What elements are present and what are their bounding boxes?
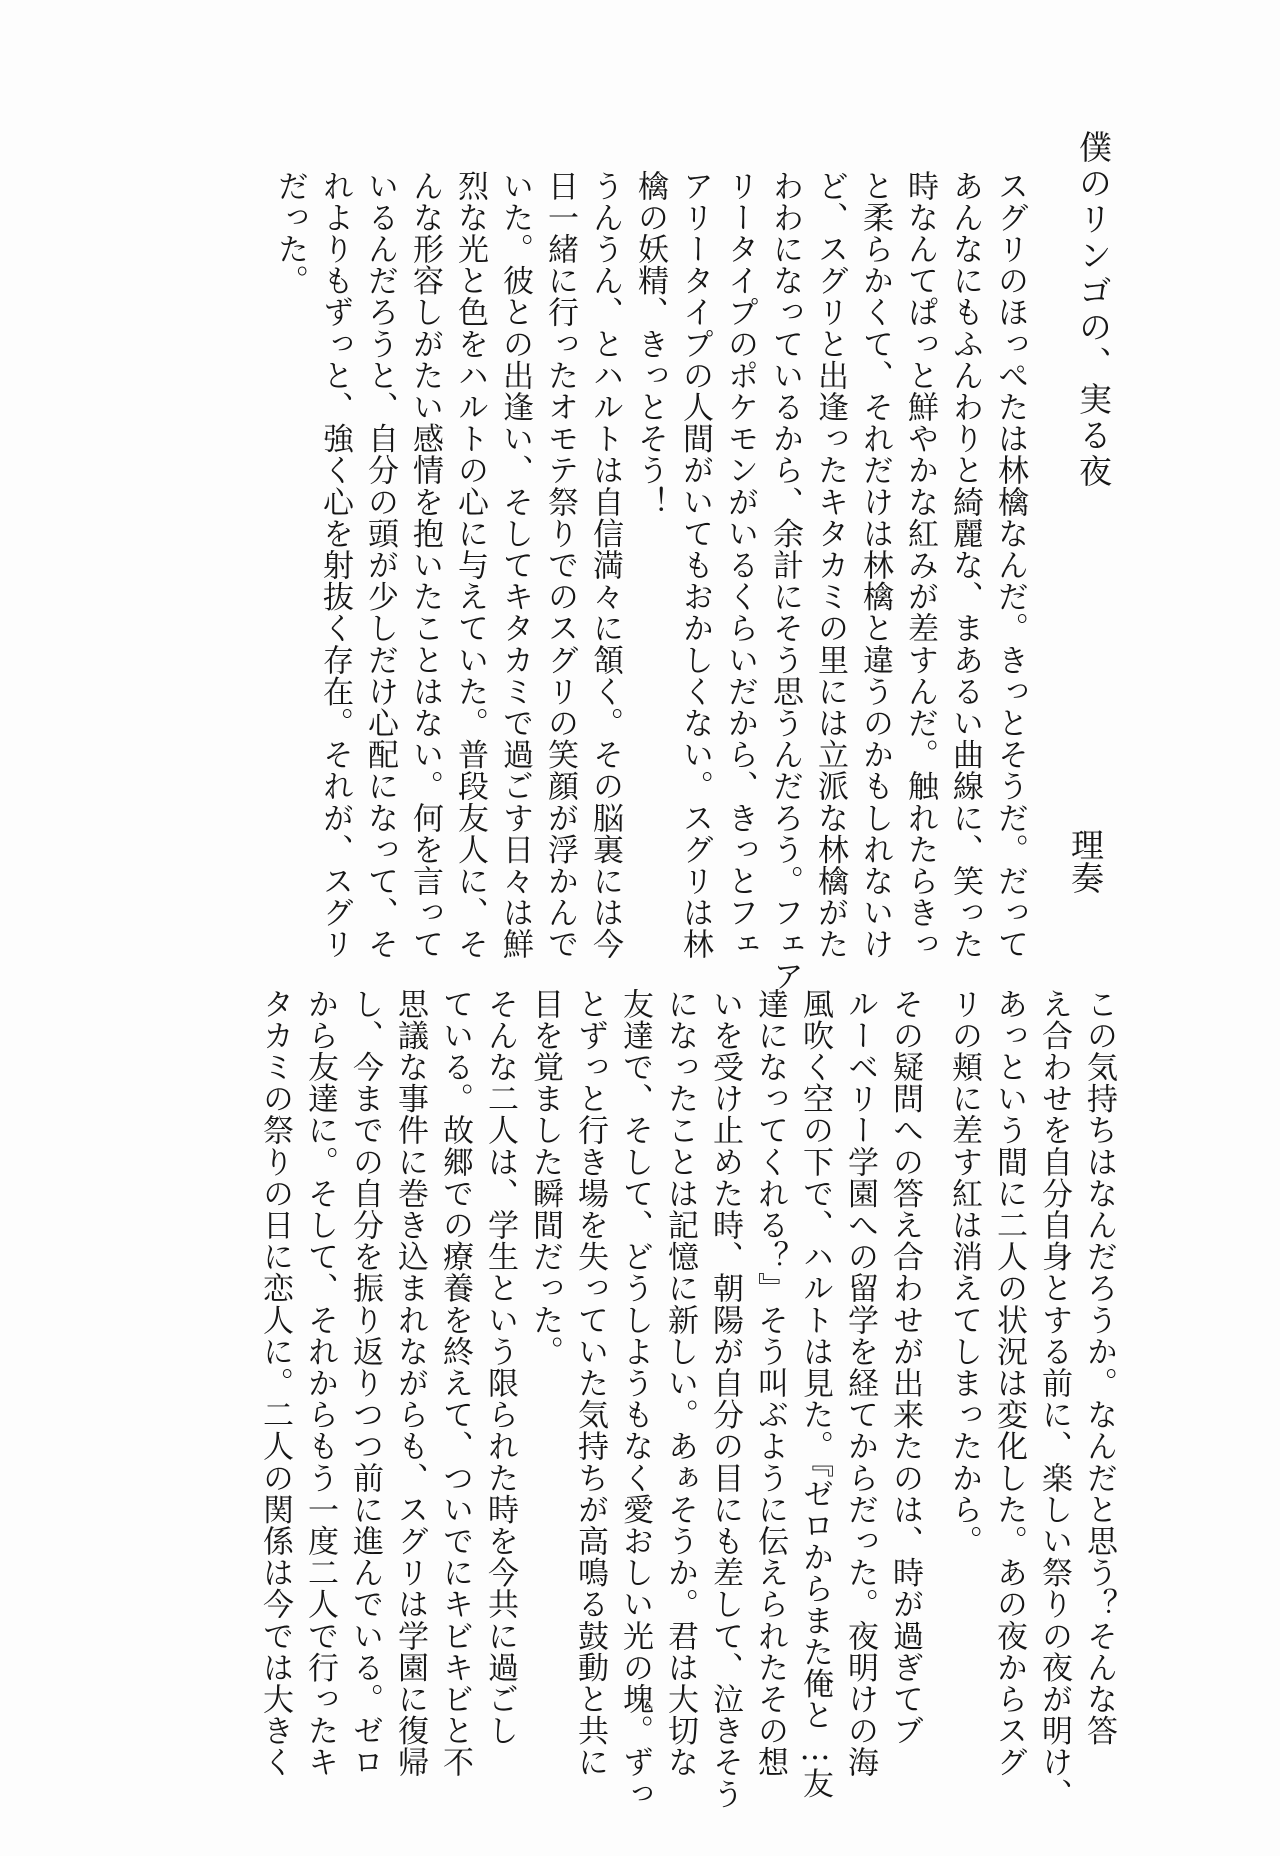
text-column: 友達で、そして、どうしようもなく愛おしい光の塊。ずっ bbox=[617, 988, 653, 1810]
author-name: 理奏 bbox=[1066, 828, 1105, 894]
text-column: あっという間に二人の状況は変化した。あの夜からスグ bbox=[991, 988, 1027, 1778]
text-column: 達になってくれる？』そう叫ぶように伝えられたその想 bbox=[752, 988, 788, 1778]
text-column: れよりもずっと、強く心を射抜く存在。それが、スグリ bbox=[317, 170, 353, 960]
text-column: から友達に。そして、それからもう一度二人で行ったキ bbox=[302, 988, 338, 1778]
text-column: あんなにもふんわりと綺麗な、まあるい曲線に、笑った bbox=[947, 170, 983, 960]
text-column: と柔らかくて、それだけは林檎と違うのかもしれないけ bbox=[857, 170, 893, 960]
text-column: 烈な光と色をハルトの心に与えていた。普段友人に、そ bbox=[452, 170, 488, 960]
text-column: その疑問への答え合わせが出来たのは、時が過ぎてブ bbox=[887, 988, 923, 1747]
text-column: とずっと行き場を失っていた気持ちが高鳴る鼓動と共に bbox=[572, 988, 608, 1778]
text-column: そんな二人は、学生という限られた時を今共に過ごし bbox=[482, 988, 518, 1747]
text-column: タカミの祭りの日に恋人に。二人の関係は今では大きく bbox=[257, 988, 293, 1778]
text-column: いるんだろうと、自分の頭が少しだけ心配になって、そ bbox=[362, 170, 398, 960]
story-title: 僕のリンゴの、実る夜 bbox=[1074, 130, 1113, 490]
text-column: し、今までの自分を振り返りつつ前に進んでいる。ゼロ bbox=[347, 988, 383, 1778]
text-column: 思議な事件に巻き込まれながらも、スグリは学園に復帰 bbox=[392, 988, 428, 1778]
text-column: いを受け止めた時、朝陽が自分の目にも差して、泣きそう bbox=[707, 988, 743, 1810]
text-column: 檎の妖精、きっとそう！ bbox=[632, 170, 668, 518]
text-column: リータイプのポケモンがいるくらいだから、きっとフェ bbox=[722, 170, 758, 960]
lower-text-block bbox=[257, 988, 1117, 1810]
text-column: アリータイプの人間がいてもおかしくない。スグリは林 bbox=[677, 170, 713, 960]
text-column: うんうん、とハルトは自信満々に頷く。その脳裏には今 bbox=[587, 170, 623, 960]
text-column: 時なんてぱっと鮮やかな紅みが差すんだ。触れたらきっ bbox=[902, 170, 938, 960]
text-column: この気持ちはなんだろうか。なんだと思う？そんな答 bbox=[1081, 988, 1117, 1747]
text-column: わわになっているから、余計にそう思うんだろう。フェア bbox=[767, 170, 803, 992]
text-column: ルーベリー学園への留学を経てからだった。夜明けの海 bbox=[842, 988, 878, 1778]
text-column: 日一緒に行ったオモテ祭りでのスグリの笑顔が浮かんで bbox=[542, 170, 578, 960]
text-column: になったことは記憶に新しい。あぁそうか。君は大切な bbox=[662, 988, 698, 1778]
text-column: んな形容しがたい感情を抱いたことはない。何を言って bbox=[407, 170, 443, 960]
text-column: ている。故郷での療養を終えて、ついでにキビキビと不 bbox=[437, 988, 473, 1778]
upper-text-block bbox=[272, 170, 1028, 992]
text-column: 目を覚ました瞬間だった。 bbox=[527, 988, 563, 1368]
text-column: 風吹く空の下で、ハルトは見た。『ゼロからまた俺と…友 bbox=[797, 988, 833, 1800]
text-column: だった。 bbox=[272, 170, 308, 297]
text-column: いた。彼との出逢い、そしてキタカミで過ごす日々は鮮 bbox=[497, 170, 533, 960]
text-column: え合わせを自分自身とする前に、楽しい祭りの夜が明け、 bbox=[1036, 988, 1072, 1810]
text-column: ど、スグリと出逢ったキタカミの里には立派な林檎がた bbox=[812, 170, 848, 960]
text-column: リの頬に差す紅は消えてしまったから。 bbox=[946, 988, 982, 1557]
text-column: スグリのほっぺたは林檎なんだ。きっとそうだ。だって bbox=[992, 170, 1028, 960]
